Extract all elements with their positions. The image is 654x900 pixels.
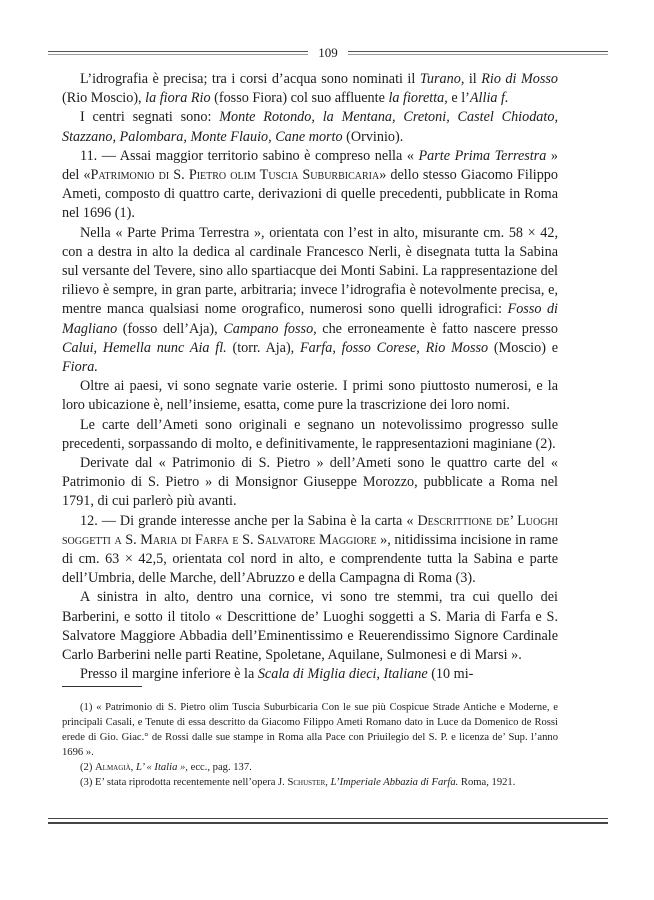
text-run: » del «	[62, 147, 559, 184]
page-footer	[48, 818, 608, 824]
italic-run: Calui, Hemella nunc Aia fl.	[62, 339, 227, 356]
italic-run: Rio di Mosso	[481, 71, 558, 87]
paragraph	[62, 224, 558, 378]
text-run: e l’	[447, 90, 470, 107]
text-run: », nitidissima incisione in rame di cm. 63 × 42,5, orientata col nord in alto, e comprendente tutta la Sabina e parte dell’Umbria, delle Marche, dell’Abruzzo e della Campagna di Roma (3).	[62, 531, 558, 587]
italic-run: Monte Rotondo, la Mentana, Cretoni, Castel Chiodato, Stazzano, Palombara, Monte Flauio, Cane morto	[62, 109, 558, 145]
text-run: che erroneamente è fatto nascere presso	[316, 320, 558, 337]
smallcaps-run: Almagià,	[95, 762, 134, 773]
footer-rule-thin	[48, 818, 608, 819]
paragraph	[62, 377, 558, 415]
text-run: 12. — Di grande interesse anche per la Sabina è la carta «	[80, 512, 418, 529]
paragraph	[62, 147, 558, 224]
text-run: 11. — Assai maggior territorio sabino è compreso nella «	[80, 147, 419, 164]
text-run: Oltre ai paesi, vi sono segnate varie osterie. I primi sono piuttosto numerosi, e la loro ubicazione è, nell’insieme, esatta, come pure la trascrizione dei loro nomi.	[62, 378, 558, 414]
text-run: A sinistra in alto, dentro una cornice, vi sono tre stemmi, tra cui quello dei Barberini, e sotto il titolo « Descrittione de’ Luoghi soggetti a S. Maria di Farfa e S. Salvatore Maggiore Abbadia dell’Eminentissimo e Reuerendissimo Signore Cardinale Carlo Barberini nelle parti Reatine, Spoletane, Aquilane, Sulmonesi e di Marsi ».	[62, 589, 558, 664]
text-run: » dello stesso Giacomo Filippo Ameti, composto di quattro carte, derivazioni di quelle precedenti, pubblicate in Roma nel 1696 (1).	[62, 167, 558, 222]
italic-run: Scala di Miglia dieci, Italiane	[257, 666, 428, 683]
text-run: (Rio Moscio),	[62, 90, 146, 107]
page-number: 109	[318, 45, 338, 60]
text-run: (Orvinio).	[342, 128, 404, 145]
italic-run: Fosso di Magliano	[62, 301, 558, 337]
italic-run: L’Imperiale Abbazia di Farfa.	[330, 777, 459, 788]
footnote-rule	[62, 686, 142, 687]
text-run: (Moscio) e	[488, 339, 559, 356]
text-run: (fosso Fiora) col suo affluente	[210, 90, 389, 107]
text-run: (fosso dell’Aja),	[117, 320, 224, 337]
italic-run: L’ « Italia »,	[135, 762, 188, 773]
paragraph	[62, 70, 558, 108]
text-run: (torr. Aja),	[226, 339, 301, 356]
header-rule-left	[48, 51, 308, 55]
footnote	[62, 760, 558, 775]
italic-run: Turano,	[419, 71, 465, 87]
footnote	[62, 775, 558, 790]
paragraph	[62, 665, 558, 684]
smallcaps-run: Descrittione de’ Luoghi soggetti a S. Maria di Farfa e S. Salvatore Maggiore	[62, 512, 558, 548]
text-run: I centri segnati sono:	[80, 109, 220, 126]
text-run: il	[464, 71, 482, 87]
italic-run: Allia f.	[469, 90, 509, 107]
footnotes	[62, 700, 558, 790]
footnote	[62, 700, 558, 760]
paragraph	[62, 454, 558, 512]
smallcaps-run: Schuster,	[287, 777, 328, 788]
italic-run: Farfa, fosso Corese, Rio Mosso	[300, 339, 489, 356]
text-run: (2)	[80, 762, 96, 773]
paragraph	[62, 108, 558, 146]
italic-run: Parte Prima Terrestra	[418, 147, 547, 164]
italic-run: la fiora Rio	[145, 90, 211, 107]
italic-run: Campano fosso,	[223, 320, 317, 337]
paragraph	[62, 588, 558, 665]
main-text	[62, 70, 558, 685]
text-run: Le carte dell’Ameti sono originali e segnano un notevolissimo progresso sulle precedenti, sorpassando di molto, e definitivamente, le rappresentazioni maginiane (2).	[62, 416, 558, 452]
text-run: Roma, 1921.	[458, 777, 516, 788]
italic-run: la fioretta,	[388, 90, 448, 107]
text-run: L’idrografia è precisa; tra i corsi d’acqua sono nominati il	[80, 71, 420, 87]
paragraph	[62, 512, 558, 589]
text-run: (10 mi-	[427, 666, 474, 683]
smallcaps-run: Patrimonio di S. Pietro olim Tuscia Suburbicaria	[90, 167, 380, 184]
text-run: Presso il margine inferiore è la	[80, 666, 258, 683]
footer-rule-thick	[48, 822, 608, 824]
text-run: Nella « Parte Prima Terrestra », orientata con l’est in alto, misurante cm. 58 × 42, con a destra in alto la dedica al cardinale Francesco Nerli, è disegnata tutta la Sabina sul versante del Tevere, sino allo spartiacque dei Monti Sabini. La rappresentazione del rilievo è sempre, in gran parte, arbitraria; invece l’idrografia è notevolmente precisa, e, mentre manca qualsiasi nome orografico, numerosi sono quelli idrografici:	[62, 224, 558, 318]
paragraph	[62, 416, 558, 454]
text-run: Derivate dal « Patrimonio di S. Pietro » dell’Ameti sono le quattro carte del « Patrimonio di S. Pietro » di Monsignor Giuseppe Morozzo, pubblicate a Roma nel 1791, di cui parlerò più avanti.	[62, 455, 558, 510]
text-run: (3) E’ stata riprodotta recentemente nell’opera J.	[80, 777, 288, 788]
page-header	[48, 44, 608, 62]
italic-run: Fiora.	[62, 359, 98, 376]
text-run: (1) « Patrimonio di S. Pietro olim Tuscia Suburbicaria Con le sue più Cospicue Strade Antiche e Moderne, e principali Casali, e Tenute di essa descritto da Giacomo Filippo Ameti Romano dato in Luce da Domenico de Rossi erede di Gio. Giac.° de Rossi dalle sue stampe in Roma alla Pace con Priuilegio del S. P. e licenza de’ Sup. l’anno 1696 ».	[62, 702, 558, 758]
text-run: ecc., pag. 137.	[187, 762, 252, 773]
header-rule-right	[348, 51, 608, 55]
